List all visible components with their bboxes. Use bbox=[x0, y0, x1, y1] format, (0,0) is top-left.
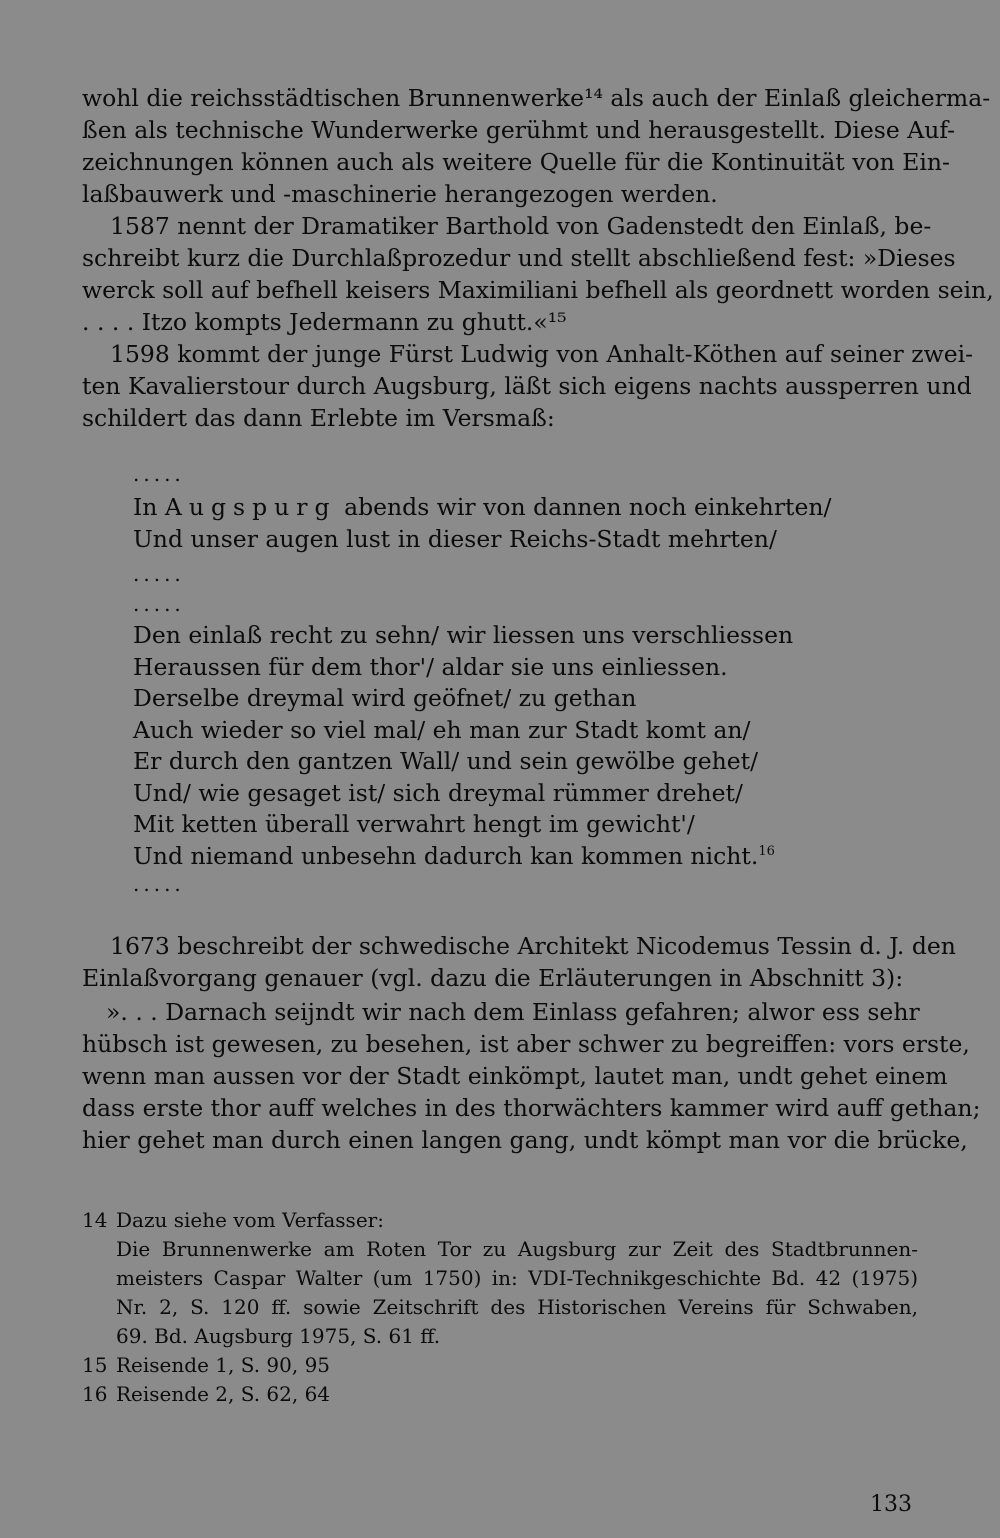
poem-line: Und unser augen lust in dieser Reichs-Stadt mehrten/ bbox=[133, 524, 777, 553]
text-line: wenn man aussen vor der Stadt einkömpt, lautet man, undt gehet einem bbox=[82, 1062, 948, 1090]
text-line: hübsch ist gewesen, zu besehen, ist aber schwer zu begreiffen: vors erste, bbox=[82, 1030, 970, 1058]
text-line: schreibt kurz die Durchlaßprozedur und stellt abschließend fest: »Dieses bbox=[82, 244, 956, 272]
poem-place-name: Augspurg bbox=[164, 493, 337, 521]
text-line: zeichnungen können auch als weitere Quelle für die Kontinuität von Ein- bbox=[82, 148, 950, 176]
poem-stanza-2 bbox=[133, 620, 793, 872]
footnote-14 bbox=[82, 1206, 918, 1351]
footnote-body bbox=[116, 1206, 918, 1351]
text-line: ». . . Darnach seijndt wir nach dem Einlass gefahren; alwor ess sehr bbox=[106, 998, 920, 1026]
footnote-line: Nr. 2, S. 120 ff. sowie Zeitschrift des Historischen Vereins für Schwaben, bbox=[116, 1295, 918, 1319]
poem-line: Derselbe dreymal wird geöfnet/ zu gethan bbox=[133, 684, 637, 712]
paragraph-4 bbox=[82, 930, 956, 994]
poem-line: Mit ketten überall verwahrt hengt im gewicht'/ bbox=[133, 810, 695, 838]
footnote-number: 14 bbox=[82, 1208, 108, 1232]
footnote-number: 16 bbox=[82, 1382, 108, 1406]
footnote-ref: 16 bbox=[758, 843, 775, 859]
poem-stanza-1 bbox=[133, 492, 831, 555]
footnote-line: Reisende 1, S. 90, 95 bbox=[116, 1353, 331, 1377]
text-line: wohl die reichsstädtischen Brunnenwerke¹⁴ als auch der Einlaß gleicherma- bbox=[82, 84, 991, 112]
poem-line: Auch wieder so viel mal/ eh man zur Stadt komt an/ bbox=[133, 715, 751, 744]
ellipsis: ..... bbox=[133, 872, 185, 896]
poem-line bbox=[133, 841, 793, 873]
footnote-body bbox=[116, 1351, 918, 1380]
poem-line: Heraussen für dem thor'/ aldar sie uns einliessen. bbox=[133, 652, 728, 681]
ellipsis: ..... bbox=[133, 562, 185, 586]
poem-word: In bbox=[133, 493, 158, 521]
paragraph-1 bbox=[82, 82, 991, 210]
footnote-line: Die Brunnenwerke am Roten Tor zu Augsburg zur Zeit des Stadtbrunnen- bbox=[116, 1237, 918, 1261]
paragraph-5 bbox=[82, 996, 981, 1156]
text-line: 1598 kommt der junge Fürst Ludwig von Anhalt-Köthen auf seiner zwei- bbox=[110, 340, 974, 368]
poem-line: Er durch den gantzen Wall/ und sein gewölbe gehet/ bbox=[133, 747, 759, 775]
ellipsis: ..... bbox=[133, 592, 185, 616]
ellipsis: ..... bbox=[133, 462, 185, 486]
footnote-line: Dazu siehe vom Verfasser: bbox=[116, 1208, 384, 1232]
text-line: 1587 nennt der Dramatiker Barthold von Gadenstedt den Einlaß, be- bbox=[110, 212, 932, 240]
text-line: ßen als technische Wunderwerke gerühmt und herausgestellt. Diese Auf- bbox=[82, 116, 956, 144]
paragraph-2 bbox=[82, 210, 994, 338]
footnote-number: 15 bbox=[82, 1353, 108, 1377]
text-line: laßbauwerk und -maschinerie herangezogen werden. bbox=[82, 180, 718, 208]
footnote-line: Reisende 2, S. 62, 64 bbox=[116, 1382, 331, 1406]
footnote-16 bbox=[82, 1380, 918, 1409]
text-line: 1673 beschreibt der schwedische Architekt Nicodemus Tessin d. J. den bbox=[110, 932, 956, 960]
page-number: 133 bbox=[870, 1492, 912, 1517]
text-line: dass erste thor auff welches in des thorwächters kammer wird auff gethan; bbox=[82, 1094, 981, 1122]
poem-word: abends wir von dannen noch einkehrten/ bbox=[344, 493, 832, 521]
text-line: hier gehet man durch einen langen gang, undt kömpt man vor die brücke, bbox=[82, 1126, 968, 1154]
text-line: schildert das dann Erlebte im Versmaß: bbox=[82, 404, 555, 432]
footnote-line: 69. Bd. Augsburg 1975, S. 61 ff. bbox=[116, 1324, 441, 1348]
text-line: . . . . Itzo kompts Jedermann zu ghutt.«¹⁵ bbox=[82, 308, 567, 336]
poem-line-text: Und niemand unbesehn dadurch kan kommen nicht. bbox=[133, 841, 759, 870]
poem-line: Und/ wie gesaget ist/ sich dreymal rümmer drehet/ bbox=[133, 778, 743, 807]
footnote-line: meisters Caspar Walter (um 1750) in: VDI-Technikgeschichte Bd. 42 (1975) bbox=[116, 1266, 918, 1290]
poem-line: Den einlaß recht zu sehn/ wir liessen uns verschliessen bbox=[133, 621, 794, 649]
text-line: ten Kavalierstour durch Augsburg, läßt sich eigens nachts aussperren und bbox=[82, 372, 972, 400]
text-line: werck soll auf befhell keisers Maximiliani befhell als geordnett worden sein, bbox=[82, 276, 994, 304]
paragraph-3 bbox=[82, 338, 974, 434]
text-line: Einlaßvorgang genauer (vgl. dazu die Erläuterungen in Abschnitt 3): bbox=[82, 964, 904, 992]
footnote-15 bbox=[82, 1351, 918, 1380]
footnote-body bbox=[116, 1380, 918, 1409]
poem-line bbox=[133, 492, 831, 524]
